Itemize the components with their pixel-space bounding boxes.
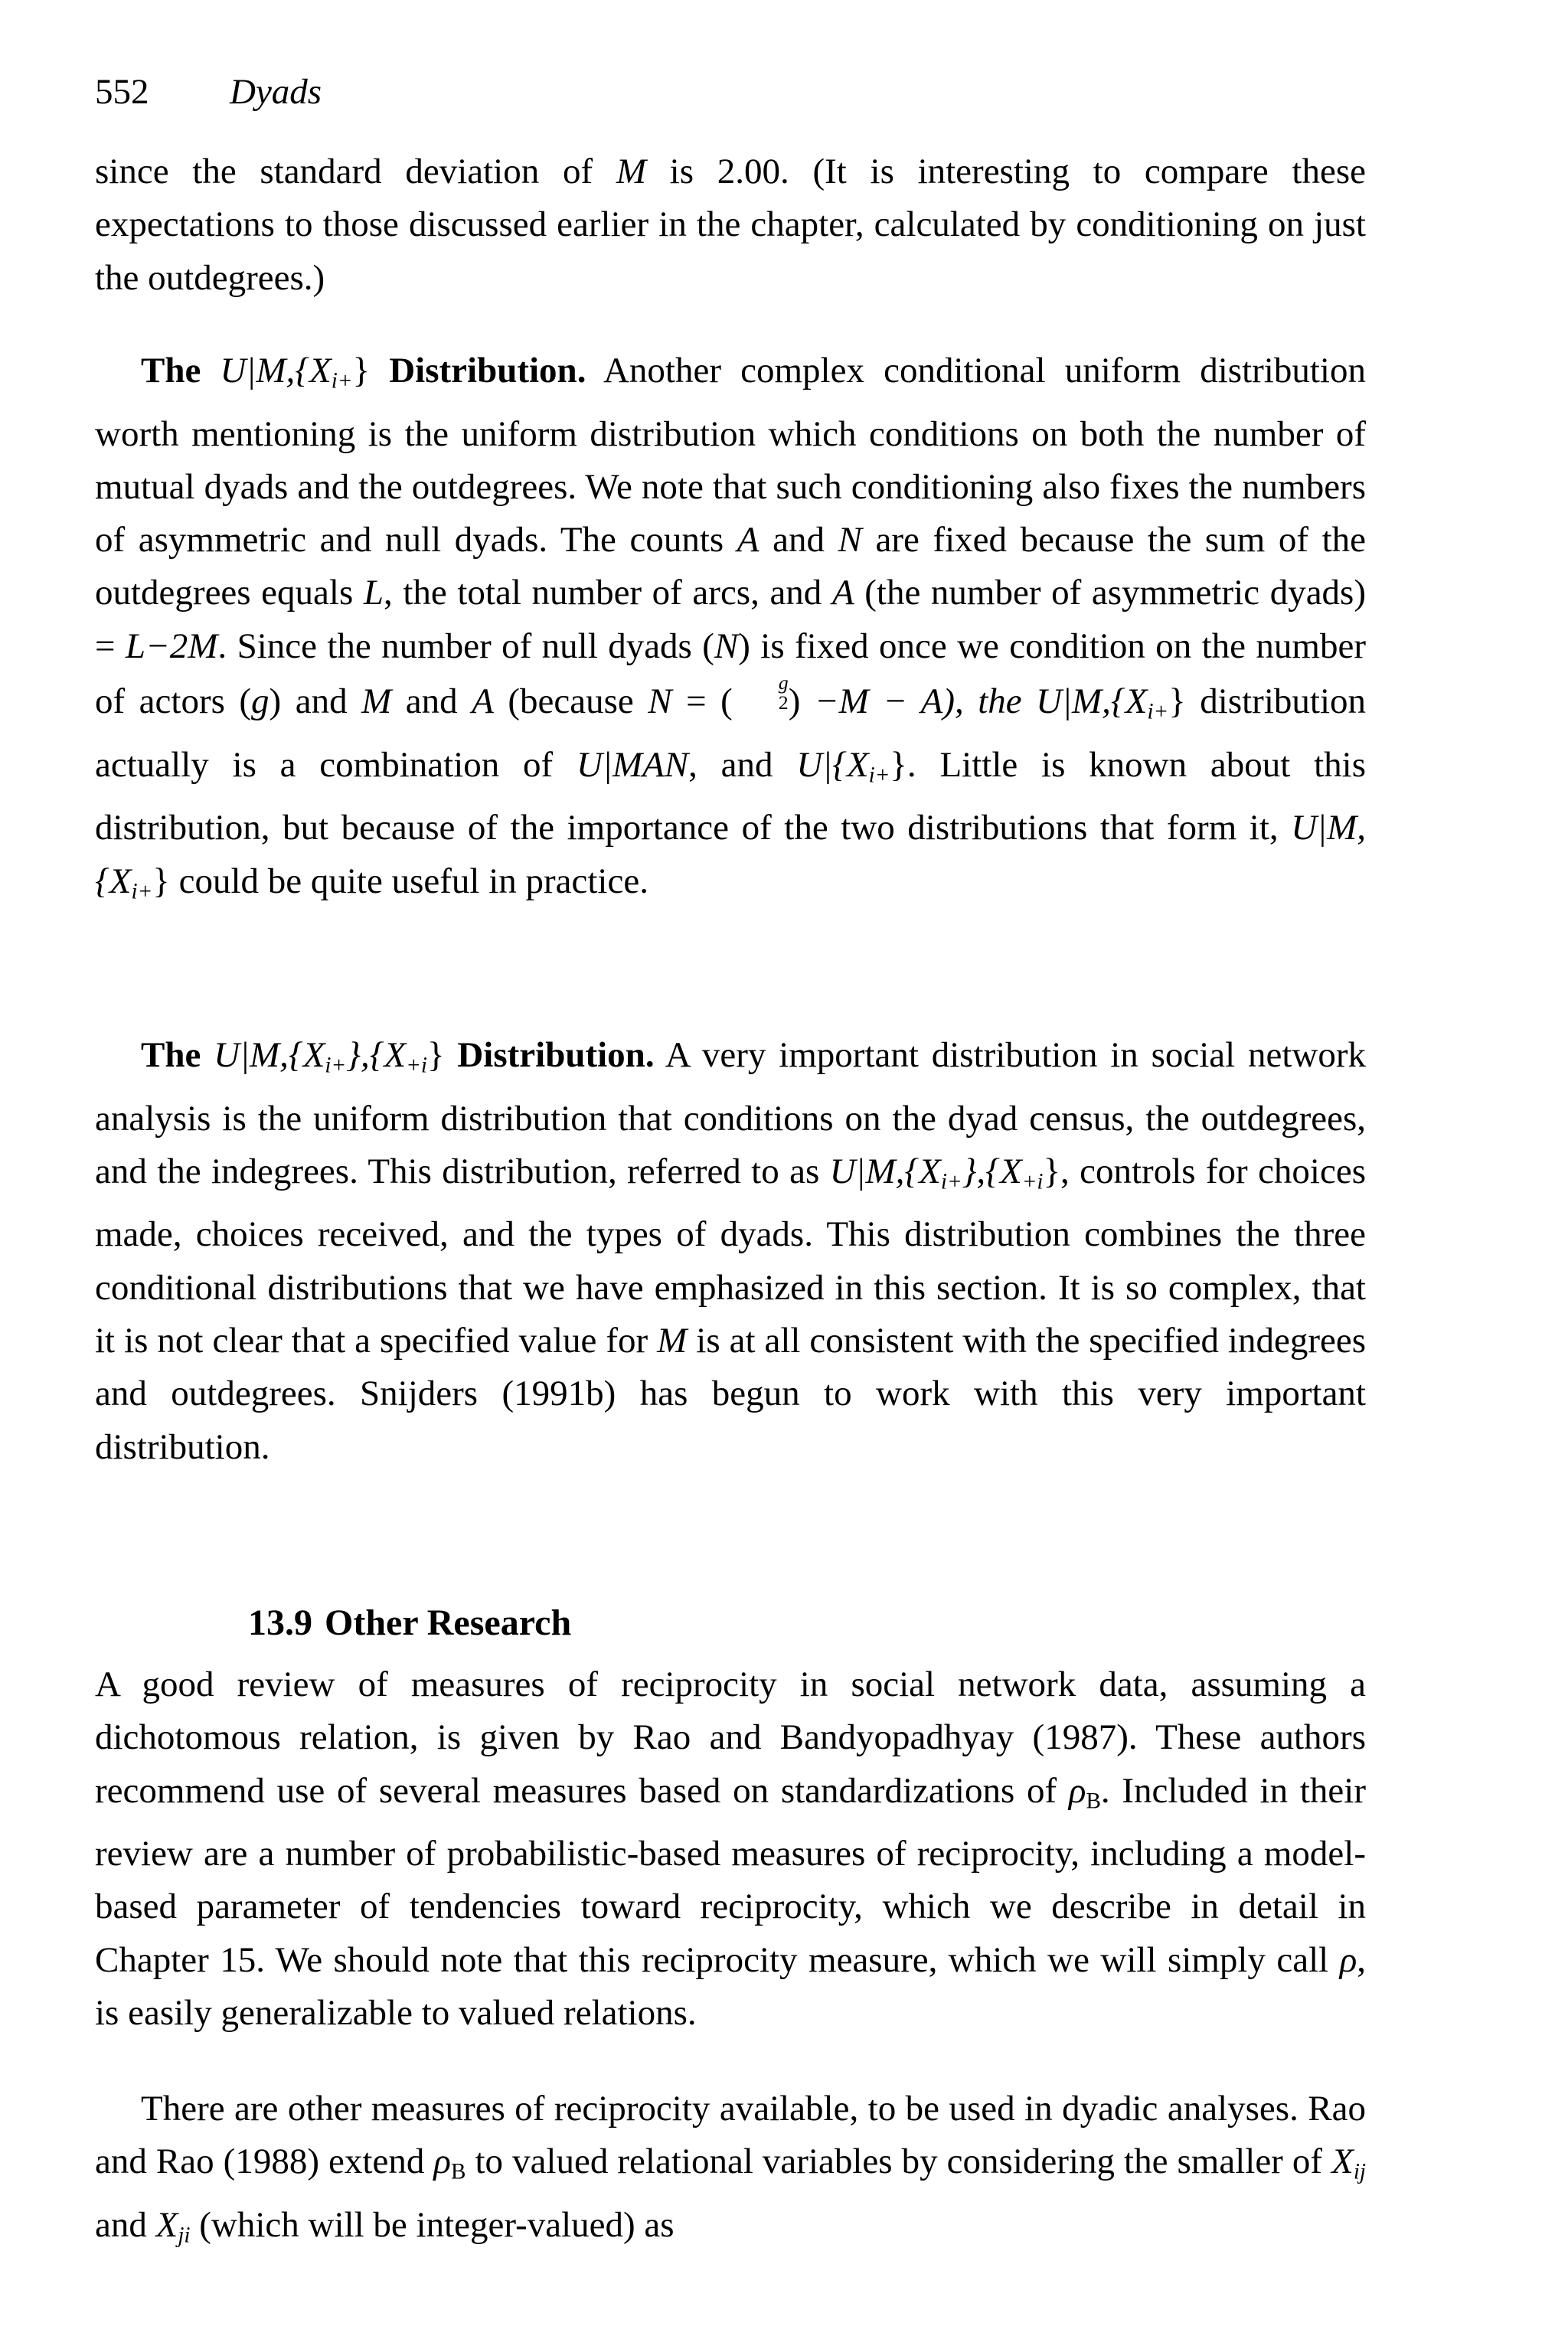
paragraph-5: There are other measures of reciprocity available, to be used in dyadic analyses. Rao and Rao (1988) extend ρB to valued relational variables by considering the smaller of $X_{ij}$ and $X_{ji}$ (which will be integer-valued) as [95,2089,1366,2248]
paragraph-3-u-m-out-in-degrees: The $U|M,\{X_{i+}\},\{X_{+i}\}$ Distribution. A very important distribution in social network analysis is the uniform distribution that conditions on the dyad census, the outdegrees, and the indegrees. This distribution, referred to as $U|M,\{X_{i+}\},\{X_{+i}\}$, controls for choices made, choices received, and the types of dyads. This distribution combines the three conditional distributions that we have emphasized in this section. It is so complex, that it is not clear that a specified value for M is at all consistent with the specified indegrees and outdegrees. Snijders (1991b) has begun to work with this very important distribution. [95,1035,1367,1467]
section-heading [248,1600,571,1646]
running-title: Dyads [230,72,322,112]
paragraph-2-lead: The $U|M,\{X_{i+}\}$ Distribution. [141,351,586,394]
section-number: 13.9 [248,1603,312,1643]
paragraph-1: since the standard deviation of M is 2.00. (It is interesting to compare these expectations to those discussed earlier in the chapter, calculated by conditioning on just the outdegrees.) [95,152,1367,298]
paragraph-3-lead: The $U|M,\{X_{i+}\},\{X_{+i}\}$ Distribution. [141,1035,655,1078]
binomial-g-choose-2: g 2 [778,671,789,714]
running-head [95,70,322,113]
section-title: Other Research [325,1603,572,1643]
page-number: 552 [95,72,149,112]
paragraph-4: A good review of measures of reciprocity in social network data, assuming a dichotomous relation, is given by Rao and Bandyopadhyay (1987). These authors recommend use of several measures based on standardizations of ρB. Included in their review are a number of probabilistic-based measures of reciprocity, including a model-based parameter of tendencies toward reciprocity, which we describe in detail in Chapter 15. We should note that this reciprocity measure, which we will simply call ρ, is easily generalizable to valued relations. [95,1665,1366,2034]
paragraph-2-u-m-outdegrees: The $U|M,\{X_{i+}\}$ Distribution. Another complex conditional uniform distribution worth mentioning is the uniform distribution which conditions on both the number of mutual dyads and the outdegrees. We note that such conditioning also fixes the numbers of asymmetric and null dyads. The counts A and N are fixed because the sum of the outdegrees equals L, the total number of arcs, and A (the number of asymmetric dyads) = L−2M. Since the number of null dyads (N) is fixed once we condition on the number of actors (g) and M and A (because N = ( g 2 ) −M − A), the $U|M,\{X_{i+}\}$ distribution actually is a combination of U|MAN, and $U|\{X_{i+}\}$. Little is known about this distribution, but because of the importance of the two distributions that form it, $U|M,\{X_{i+}\}$ could be quite useful in practice. [95,351,1367,903]
